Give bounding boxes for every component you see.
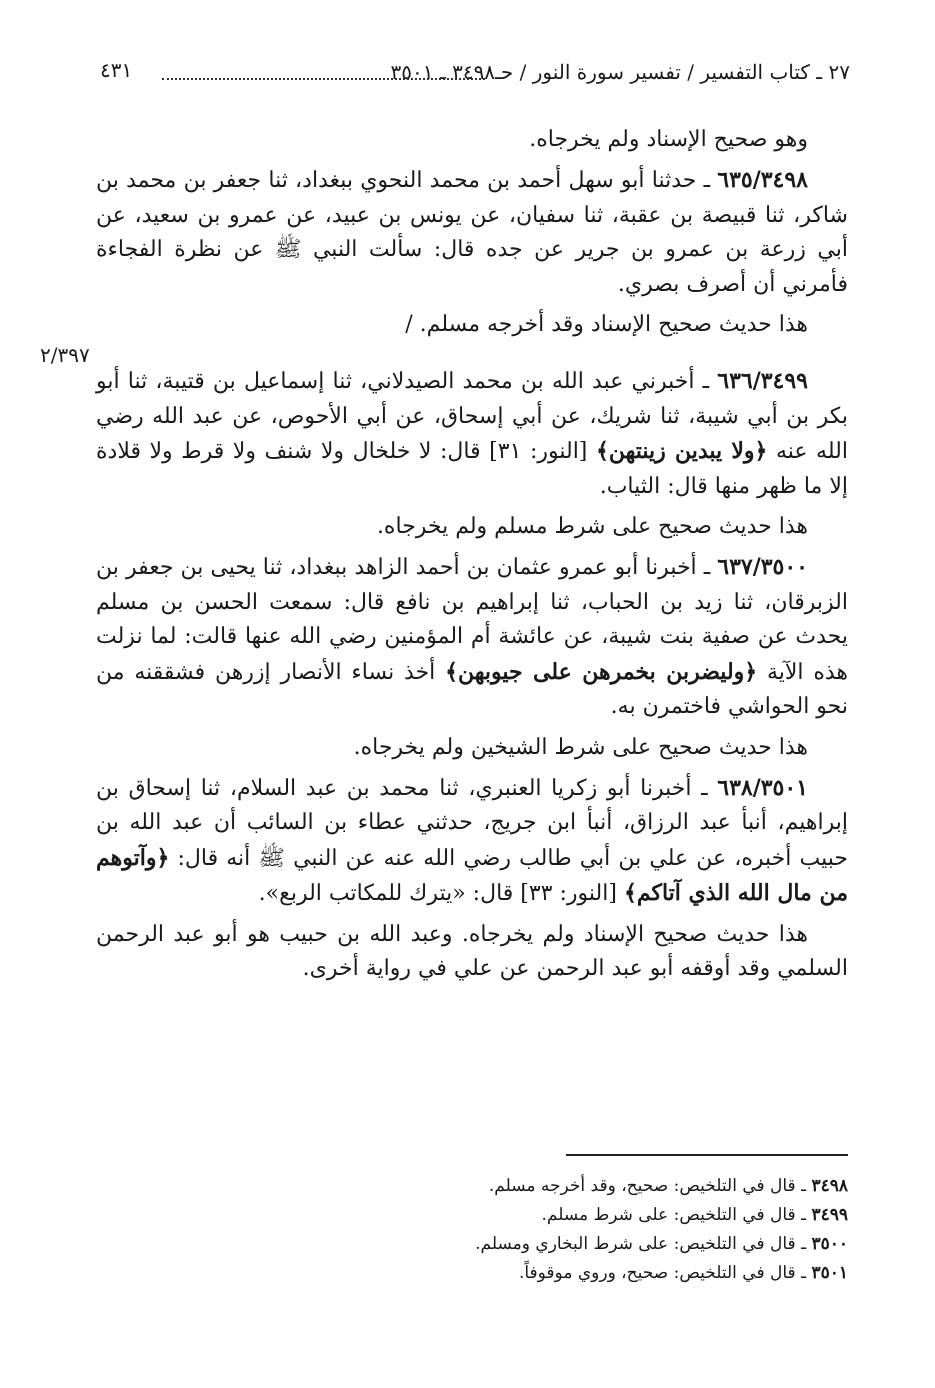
footnote-number: ٣٥٠٠ [811,1234,848,1254]
main-text [96,123,848,986]
hadith-text-continued: [النور: ٣٣] قال: «يترك للمكاتب الربع». [258,881,624,907]
footnote-number: ٣٥٠١ [811,1263,848,1283]
page-number: ٤٣١ [100,58,133,82]
grading-paragraph [96,308,848,342]
grading-paragraph [96,731,848,765]
header-leader-dots [162,78,485,80]
footnote-separator [566,1154,848,1156]
hadith-text: ـ أخبرني عبد الله بن محمد الصيدلاني، ثنا إسماعيل بن قتيبة، ثنا أبو بكر بن أبي شيبة، ثنا شريك، عن أبي إسحاق، عن أبي الأحوص، عن عبد الله رضي الله عنه [96,369,848,465]
hadith-paragraph [96,550,848,724]
hadith-text: ـ أخبرنا أبو عمرو عثمان بن أحمد الزاهد ببغداد، ثنا يحيى بن جعفر بن الزبرقان، ثنا زيد بن الحباب، ثنا إبراهيم بن نافع قال: سمعت الحسن بن مسلم يحدث عن صفية بنت شيبة، عن عائشة أم المؤمنين رضي الله عنها قالت: لما نزلت هذه الآية [96,555,848,685]
hadith-paragraph [96,771,848,912]
footnotes [300,1172,848,1288]
grading-paragraph [96,510,848,544]
running-title: ٢٧ ـ كتاب التفسير / تفسير سورة النور / حـ٣٤٩٨ ـ ٣٥٠١ [390,60,850,84]
grading-text: هذا حديث صحيح على شرط الشيخين ولم يخرجاه. [353,734,808,760]
footnote [300,1259,848,1288]
running-header [100,58,850,92]
quran-verse: ﴿وليضربن بخمرهن على جيوبهن﴾ [445,658,758,685]
margin-volume-page-note: ٢/٣٩٧ [40,343,90,367]
hadith-paragraph [96,364,848,504]
hadith-paragraph [96,163,848,302]
grading-paragraph [96,918,848,987]
hadith-text-continued: [النور: ٣١] قال: لا خلخال ولا شنف ولا قرط ولا قلادة إلا ما ظهر منها قال: الثياب. [96,439,848,499]
grading-text: هذا حديث صحيح على شرط مسلم ولم يخرجاه. [376,514,808,540]
hadith-text-continued: أخذ نساء الأنصار إزرهن فشققنه من نحو الحواشي فاختمرن به. [96,659,848,720]
footnote [300,1172,848,1201]
hadith-number: ٦٣٥/٣٤٩٨ [717,167,808,194]
hadith-number: ٦٣٦/٣٤٩٩ [717,368,808,395]
hadith-text: ـ أخبرنا أبو زكريا العنبري، ثنا محمد بن عبد السلام، ثنا إسحاق بن إبراهيم، أنبأ عبد الرزاق، أنبأ ابن جريج، حدثني عطاء بن السائب أن عبد الله بن حبيب أخبره، عن علي بن أبي طالب رضي الله عنه عن النبي ﷺ أنه قال: [96,775,848,871]
quran-verse: ﴿وآتوهم من مال الله الذي آتاكم﴾ [96,844,848,907]
footnote-text: ـ قال في التلخيص: صحيح، وقد أخرجه مسلم. [488,1176,812,1196]
footnote-text: ـ قال في التلخيص: على شرط مسلم. [541,1205,812,1225]
grading-text: هذا حديث صحيح الإسناد ولم يخرجاه. وعبد الله بن حبيب هو أبو عبد الرحمن السلمي وقد أوقفه أبو عبد الرحمن عن علي في رواية أخرى. [96,921,848,981]
footnote [300,1230,848,1259]
footnote [300,1201,848,1230]
quran-verse: ﴿ولا يبدين زينتهن﴾ [595,438,768,465]
hadith-number: ٦٣٧/٣٥٠٠ [717,554,808,581]
footnote-text: ـ قال في التلخيص: صحيح، وروي موقوفاً. [518,1263,812,1283]
footnote-text: ـ قال في التلخيص: على شرط البخاري ومسلم. [475,1234,812,1254]
footnote-number: ٣٤٩٩ [811,1205,848,1225]
grading-text: هذا حديث صحيح الإسناد وقد أخرجه مسلم. / [405,312,808,338]
hadith-number: ٦٣٨/٣٥٠١ [717,774,808,801]
grading-paragraph [96,123,848,157]
grading-text: وهو صحيح الإسناد ولم يخرجاه. [529,127,808,152]
hadith-text: ـ حدثنا أبو سهل أحمد بن محمد النحوي ببغداد، ثنا جعفر بن محمد بن شاكر، ثنا قبيصة بن عقبة، ثنا سفيان، عن يونس بن عبيد، عن عمرو بن سعيد، عن أبي زرعة بن عمرو بن جرير عن جده قال: سألت النبي ﷺ عن نظرة الفجاءة فأمرني أن أصرف بصري. [96,168,848,297]
footnote-number: ٣٤٩٨ [811,1176,848,1196]
